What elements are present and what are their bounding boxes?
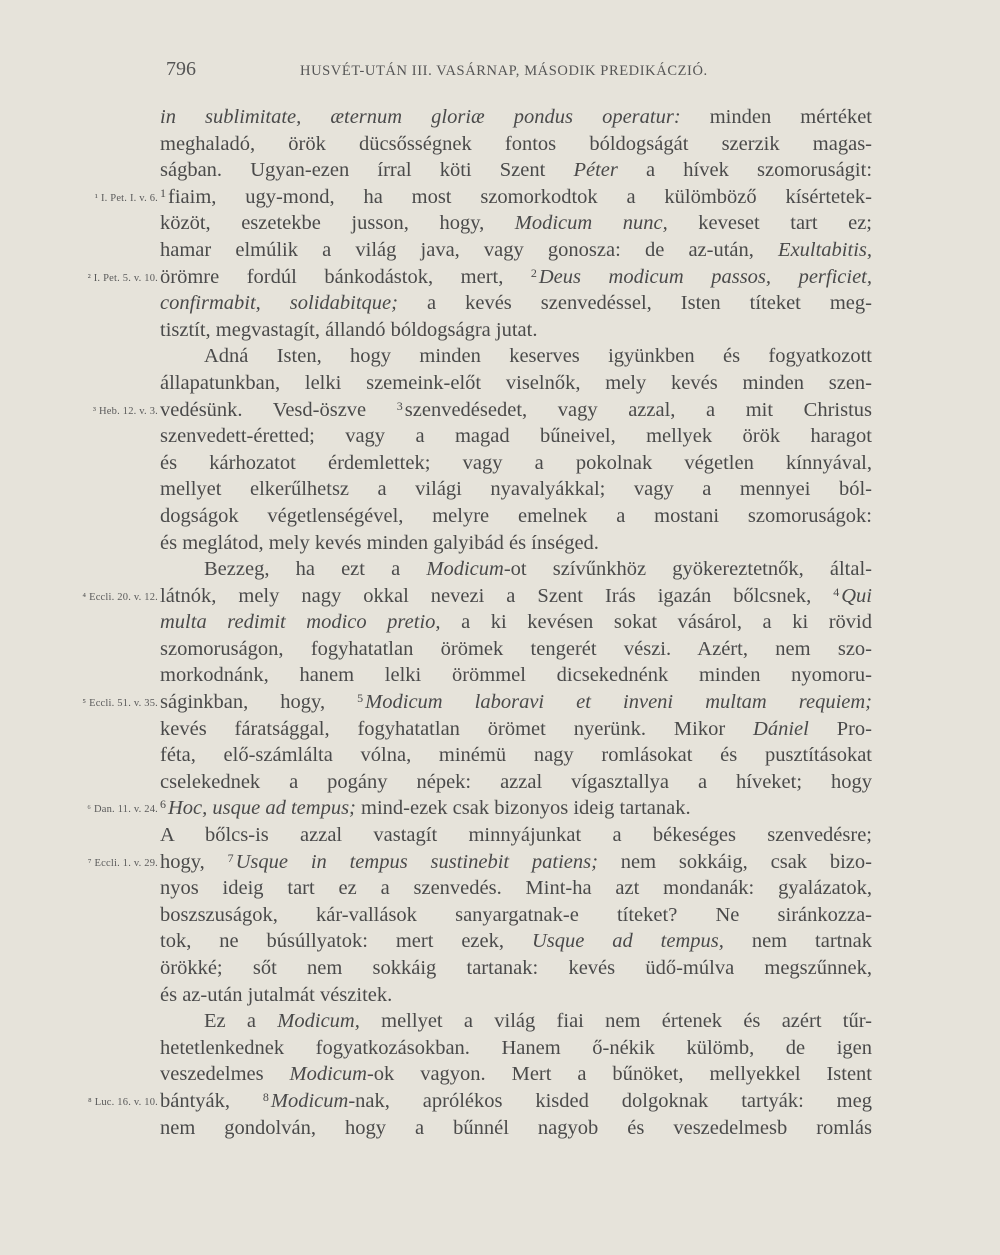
- text-line: [160, 1035, 872, 1062]
- latin-quote: Modicum,: [277, 1010, 360, 1033]
- footnote-mark: 3: [396, 398, 403, 413]
- text-segment: boszszuságok, kár-vallások sanyargatnak-e títeket? Ne sіránkozza-: [160, 903, 872, 926]
- text-segment: nyos ideig tart ez a szenvedés. Mint-ha azt mondanák: gyalázatok,: [160, 877, 872, 900]
- latin-quote: Modicum: [289, 1063, 367, 1086]
- text-segment: és kárhozatot érdemlettek; vagy a pokolnak végetlen kínnyával,: [160, 451, 872, 474]
- text-line: [160, 317, 872, 344]
- text-line: [160, 210, 872, 237]
- text-line: [160, 370, 872, 397]
- text-line: [160, 875, 872, 902]
- text-segment: Bezzeg, ha ezt a: [204, 558, 427, 581]
- latin-quote: in sublimitate, æternum gloriæ pondus operatur:: [160, 106, 681, 128]
- text-line: [87, 795, 872, 822]
- text-line: [160, 1061, 872, 1088]
- text-line: [160, 530, 872, 557]
- text-segment: látnók, mely nagy okkal nevezi a Szent Irás igazán bőlcsnek,: [160, 584, 834, 607]
- text-line: [82, 689, 872, 716]
- text-segment: nem tartnak: [723, 930, 872, 953]
- text-segment: vedésünk. Vesd-öszve: [160, 398, 397, 421]
- text-line: [160, 476, 872, 503]
- footnote-mark: 8: [262, 1089, 269, 1104]
- paragraph: [92, 343, 873, 556]
- margin-reference: ³ Heb. 12. v. 3.: [92, 405, 158, 417]
- margin-reference: ¹ I. Pet. I. v. 6.: [94, 192, 158, 204]
- text-segment: mellyet elkerűlhetsz a világi nyavalyákkal; vagy a mennyei ból-: [160, 478, 872, 501]
- text-line: [160, 636, 872, 663]
- margin-reference: ⁶ Dan. 11. v. 24.: [87, 804, 158, 816]
- text-line: [160, 131, 872, 158]
- text-line: [160, 716, 872, 743]
- latin-quote: Exultabitis,: [778, 238, 872, 261]
- text-segment: féta, elő-számlálta vólna, minémü nagy romlásokat és pusztításokat: [160, 744, 872, 767]
- text-line: [160, 1008, 872, 1035]
- latin-quote: Qui: [841, 584, 872, 607]
- text-line: [160, 104, 872, 131]
- latin-quote: Modicum: [426, 558, 504, 581]
- text-segment: meghaladó, örök dücsősségnek fontos bóldogságát szerzik magas-: [160, 132, 872, 155]
- text-segment: morkodnánk, hanem lelki örömmel dicsekednénk minden nyomoru-: [160, 664, 872, 687]
- text-segment: -ok vagyon. Mert a bűnöket, mellyekkel Istent: [366, 1063, 872, 1086]
- text-line: [87, 849, 872, 876]
- text-segment: Pro-: [808, 717, 873, 740]
- text-segment: közöt, eszetekbe jusson, hogy,: [160, 212, 515, 235]
- footnote-mark: 7: [227, 850, 234, 865]
- text-line: [88, 1088, 872, 1115]
- text-segment: -ot szívűnkhöz gyökereztetnők, által-: [503, 558, 872, 581]
- text-line: [160, 1115, 872, 1142]
- text-segment: hogy,: [160, 850, 228, 873]
- text-segment: fiaim, ugy-mond, ha most szomorkodtok a külömböző kísértetek-: [168, 185, 872, 208]
- text-line: [160, 769, 872, 796]
- margin-reference: ⁷ Eccli. 1. v. 29.: [87, 857, 158, 869]
- text-line: [160, 503, 872, 530]
- text-segment: a hívek szomoruságit:: [617, 159, 873, 182]
- latin-quote: Modicum: [270, 1089, 349, 1112]
- text-segment: -nak, aprólékos kisded dolgoknak tartyák: meg: [348, 1089, 872, 1112]
- paragraph: [82, 556, 873, 822]
- text-segment: bántyák,: [160, 1089, 263, 1112]
- footnote-mark: 4: [833, 584, 840, 599]
- text-segment: tisztít, megvastagít, állandó bóldogságra jutat.: [160, 318, 538, 341]
- text-segment: hamar elmúlik a világ java, vagy gonosza: de az-után,: [160, 238, 779, 261]
- text-segment: a kevés szenvedéssel, Isten títeket meg-: [397, 292, 872, 315]
- text-line: [92, 397, 873, 424]
- text-line: [160, 237, 872, 264]
- text-segment: A bőlcs-is azzal vastagít minnyájunkat a békeséges szenvedésre;: [160, 824, 872, 847]
- text-segment: tok, ne búsúllyatok: mert ezek,: [160, 930, 532, 953]
- latin-quote: Hoc, usque ad tempus;: [168, 797, 356, 820]
- latin-quote: Péter: [573, 159, 618, 182]
- text-segment: és meglátod, mely kevés minden galyibád és ínséged.: [160, 531, 599, 554]
- text-segment: szenvedésedet, vagy azzal, a mit Christus: [404, 398, 873, 421]
- footnote-mark: 6: [160, 797, 166, 812]
- footnote-mark: 1: [160, 185, 166, 200]
- page-number: 796: [166, 58, 196, 80]
- text-segment: mind-ezek csak bizonyos ideig tartanak.: [355, 797, 691, 820]
- text-segment: ságban. Ugyan-ezen írral köti Szent: [160, 159, 574, 182]
- text-segment: örömre fordúl bánkodástok, mert,: [160, 265, 531, 288]
- text-segment: mellyet a világ fiai nem értenek és azért tűr-: [359, 1010, 872, 1033]
- footnote-mark: 5: [357, 691, 364, 706]
- footnote-mark: 2: [530, 265, 537, 280]
- latin-quote: Modicum nunc,: [514, 212, 668, 235]
- latin-quote: Dániel: [753, 717, 809, 740]
- text-line: [87, 264, 872, 291]
- text-segment: szomoruságon, fogyhatatlan örömek tengerét vészi. Azért, nem szo-: [160, 637, 872, 660]
- text-line: [160, 157, 872, 184]
- text-segment: nem sokkáig, csak bizo-: [597, 850, 872, 873]
- text-segment: örökké; sőt nem sokkáig tartanak: kevés üdő-múlva megszűnnek,: [160, 957, 872, 979]
- text-line: [160, 423, 872, 450]
- text-line: [160, 556, 872, 583]
- text-segment: nem gondolván, hogy a bűnnél nagyob és veszedelmesb romlás: [160, 1116, 872, 1139]
- text-segment: ságinkban, hogy,: [160, 691, 358, 714]
- margin-reference: ⁴ Eccli. 20. v. 12.: [82, 591, 158, 603]
- page-header: [0, 58, 1000, 88]
- text-line: [160, 982, 872, 1009]
- text-segment: hetetlenkednek fogyatkozásokban. Hanem ő-nékik külömb, de igen: [160, 1036, 872, 1059]
- latin-quote: Usque in tempus sustinebit patiens;: [235, 850, 598, 873]
- margin-reference: ⁸ Luc. 16. v. 10.: [88, 1096, 158, 1108]
- text-line: [160, 955, 872, 982]
- text-segment: és az-után jutalmát vészitek.: [160, 983, 393, 1006]
- paragraph: [88, 1008, 872, 1141]
- text-segment: állapatunkban, lelki szemeink-előt viselnők, mely kevés minden szen-: [160, 371, 872, 394]
- text-line: [160, 290, 872, 317]
- margin-reference: ² I. Pet. 5. v. 10.: [87, 272, 158, 284]
- text-line: [94, 184, 872, 211]
- text-segment: kevés fáratsággal, fogyhatatlan örömet nyerünk. Mikor: [160, 717, 754, 740]
- text-line: [160, 822, 872, 849]
- margin-reference: ⁵ Eccli. 51. v. 35.: [82, 698, 158, 710]
- latin-quote: Modicum laboravi et inveni multam requiem;: [365, 691, 872, 714]
- text-line: [160, 609, 872, 636]
- text-segment: keveset tart ez;: [667, 212, 872, 235]
- text-segment: veszedelmes: [160, 1063, 290, 1086]
- text-segment: minden mértéket: [680, 106, 873, 128]
- text-line: [82, 583, 872, 610]
- text-line: [160, 928, 872, 955]
- text-line: [160, 662, 872, 689]
- text-segment: a ki kevésen sokat vásárol, a ki rövid: [440, 611, 873, 634]
- text-line: [160, 742, 872, 769]
- text-segment: dogságok végetlenségével, melyre emelnek a mostani szomoruságok:: [160, 504, 872, 527]
- paragraph: [87, 822, 872, 1008]
- running-head: HUSVÉT-UTÁN III. VASÁRNAP, MÁSODIK PREDIKÁCZIÓ.: [300, 63, 708, 79]
- text-line: [160, 450, 872, 477]
- text-segment: Adná Isten, hogy minden keserves igyünkben és fogyatkozott: [204, 345, 872, 368]
- body-text: [82, 104, 873, 1141]
- text-segment: szenvedett-éretted; vagy a magad bűneivel, mellyek örök haragot: [160, 425, 872, 448]
- text-line: [160, 902, 872, 929]
- paragraph: [87, 104, 873, 343]
- latin-quote: multa redimit modico pretio,: [160, 611, 441, 634]
- text-line: [160, 343, 872, 370]
- text-segment: cselekednek a pogány népek: azzal vígasztallya a híveket; hogy: [160, 770, 872, 793]
- latin-quote: confirmabit, solidabitque;: [160, 292, 398, 315]
- text-segment: Ez a: [204, 1010, 278, 1033]
- latin-quote: Usque ad tempus,: [531, 930, 724, 953]
- latin-quote: Deus modicum passos, perficiet,: [538, 265, 872, 288]
